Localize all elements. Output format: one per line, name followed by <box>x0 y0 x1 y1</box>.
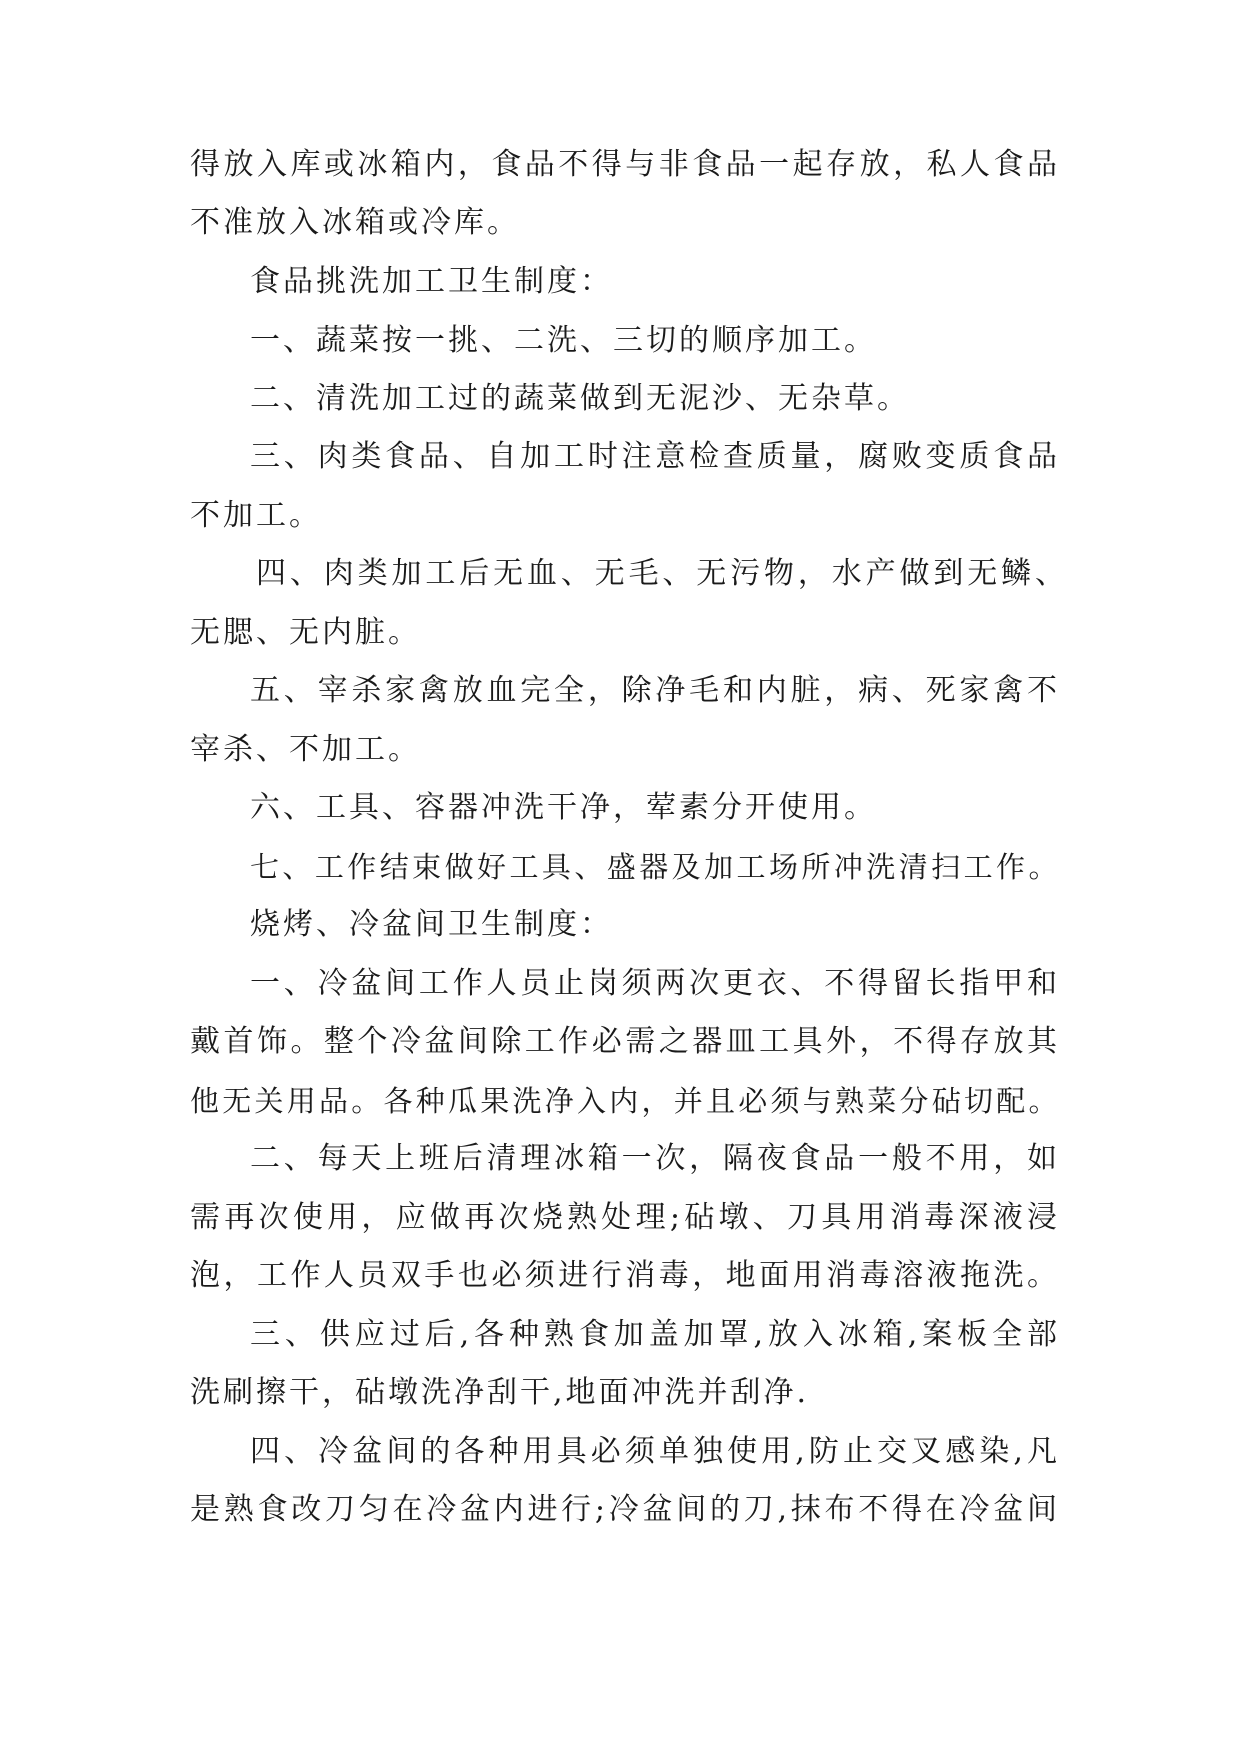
text-line: 七、工作结束做好工具、盛器及加工场所冲洗清扫工作。 <box>250 850 1060 884</box>
text-line: 无腮、无内脏。 <box>190 615 421 650</box>
text-line: 一、冷盆间工作人员止岗须两次更衣、不得留长指甲和 <box>250 966 1060 1001</box>
text-line: 他无关用品。各种瓜果洗净入内，并且必须与熟菜分砧切配。 <box>190 1084 1060 1118</box>
text-line: 四、冷盆间的各种用具必须单独使用,防止交叉感染,凡 <box>250 1434 1060 1469</box>
text-line: 戴首饰。整个冷盆间除工作必需之器皿工具外，不得存放其 <box>190 1024 1060 1059</box>
text-line: 三、肉类食品、自加工时注意检查质量，腐败变质食品 <box>250 439 1060 474</box>
text-line: 是熟食改刀匀在冷盆内进行;冷盆间的刀,抹布不得在冷盆间 <box>190 1492 1060 1527</box>
text-line: 不准放入冰箱或冷库。 <box>190 205 520 240</box>
section-heading: 食品挑洗加工卫生制度： <box>250 264 613 299</box>
text-line: 得放入库或冰箱内，食品不得与非食品一起存放，私人食品 <box>190 147 1060 182</box>
text-line: 一、蔬菜按一挑、二洗、三切的顺序加工。 <box>250 323 877 358</box>
text-line: 泡，工作人员双手也必须进行消毒，地面用消毒溶液拖洗。 <box>190 1258 1060 1293</box>
text-line: 需再次使用，应做再次烧熟处理;砧墩、刀具用消毒深液浸 <box>190 1200 1060 1235</box>
text-line: 六、工具、容器冲洗干净，荤素分开使用。 <box>250 790 877 825</box>
text-line: 不加工。 <box>190 498 322 533</box>
text-line: 宰杀、不加工。 <box>190 732 421 767</box>
section-heading: 烧烤、冷盆间卫生制度： <box>250 907 613 942</box>
text-line: 四、肉类加工后无血、无毛、无污物，水产做到无鳞、 <box>256 556 1068 591</box>
text-line: 洗刷擦干，砧墩洗净刮干,地面冲洗并刮净. <box>190 1375 810 1410</box>
text-line: 二、清洗加工过的蔬菜做到无泥沙、无杂草。 <box>250 381 910 416</box>
text-line: 二、每天上班后清理冰箱一次，隔夜食品一般不用，如 <box>250 1141 1060 1176</box>
text-line: 五、宰杀家禽放血完全，除净毛和内脏，病、死家禽不 <box>250 673 1060 708</box>
text-line: 三、供应过后,各种熟食加盖加罩,放入冰箱,案板全部 <box>250 1317 1060 1352</box>
